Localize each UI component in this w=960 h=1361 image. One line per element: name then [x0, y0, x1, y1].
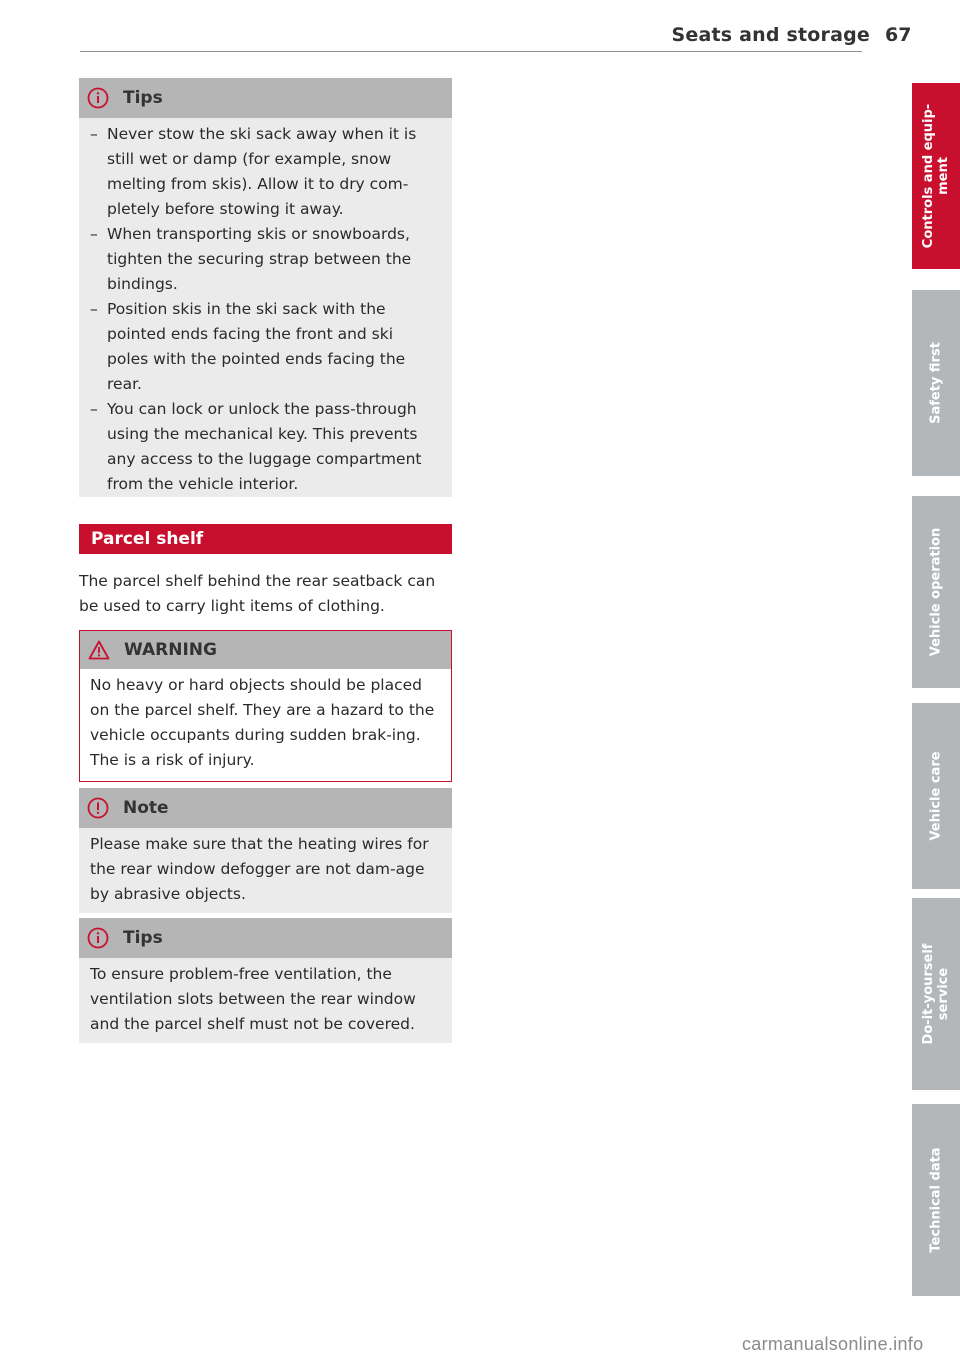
tab-label: Vehicle care — [928, 751, 944, 841]
note-text: Please make sure that the heating wires for the rear window defogger are not dam-age by abrasive objects. — [90, 835, 429, 903]
warning-box-heading: WARNING — [124, 640, 217, 660]
list-item: – Never stow the ski sack away when it is still wet or damp (for example, snow melting from skis). Allow it to dry com-pletely before stowing it away. — [90, 122, 434, 222]
info-icon — [87, 927, 109, 949]
note-box — [79, 788, 452, 913]
tips-box — [79, 78, 452, 497]
section-paragraph: The parcel shelf behind the rear seatback can be used to carry light items of clothing. — [79, 572, 436, 615]
note-box-heading: Note — [123, 798, 169, 818]
warning-box — [79, 630, 452, 782]
tab-safety-first[interactable] — [912, 290, 960, 476]
tips-list — [90, 122, 434, 497]
warning-text: No heavy or hard objects should be placed on the parcel shelf. They are a hazard to the vehicle occupants during sudden brak-ing. The is a risk of injury. — [90, 676, 435, 769]
tips-box-header — [79, 918, 452, 958]
section-heading: Parcel shelf — [79, 524, 452, 554]
header-divider — [80, 51, 862, 52]
warning-box-header — [80, 631, 451, 669]
exclamation-circle-icon — [87, 797, 109, 819]
list-item: – When transporting skis or snowboards, tighten the securing strap between the bindings. — [90, 222, 434, 297]
tips-box-heading: Tips — [123, 928, 163, 948]
watermark: carmanualsonline.info — [742, 1334, 924, 1354]
tips-text: To ensure problem-free ventilation, the ventilation slots between the rear window and the parcel shelf must not be covered. — [90, 965, 416, 1033]
tab-vehicle-operation[interactable] — [912, 496, 960, 688]
warning-triangle-icon — [88, 639, 110, 661]
tips-box — [79, 918, 452, 1043]
tab-label: Controls and equip- ment — [921, 103, 951, 249]
tab-vehicle-care[interactable] — [912, 703, 960, 889]
tab-technical-data[interactable] — [912, 1104, 960, 1296]
tab-label: Technical data — [928, 1147, 944, 1253]
page-number: 67 — [885, 24, 912, 46]
tips-box-header — [79, 78, 452, 118]
list-item: – You can lock or unlock the pass-through using the mechanical key. This prevents any access to the luggage compartment from the vehicle interior. — [90, 397, 434, 497]
tips-box-heading: Tips — [123, 88, 163, 108]
tab-label: Do-it-yourself service — [921, 943, 951, 1045]
tab-label: Vehicle operation — [928, 527, 944, 657]
list-item: – Position skis in the ski sack with the pointed ends facing the front and ski poles with the pointed ends facing the rear. — [90, 297, 434, 397]
tab-label: Safety first — [928, 342, 944, 424]
info-icon — [87, 87, 109, 109]
running-header-title: Seats and storage — [671, 24, 870, 46]
tab-do-it-yourself-service[interactable] — [912, 898, 960, 1090]
note-box-header — [79, 788, 452, 828]
tab-controls-and-equipment[interactable] — [912, 83, 960, 269]
